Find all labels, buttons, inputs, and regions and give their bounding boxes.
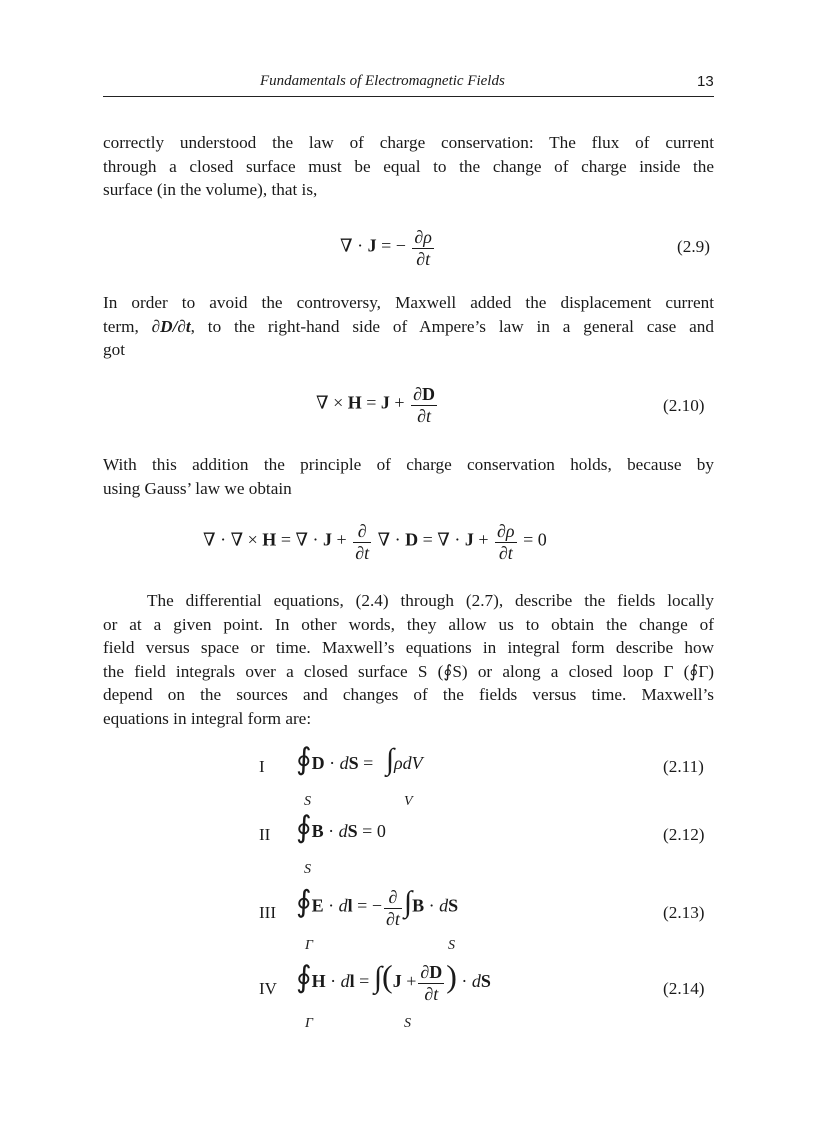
equation-charge-conservation [203,520,547,563]
equation-number: (2.14) [663,979,705,998]
inline-math: ∂D/∂t [151,316,191,336]
fraction-numerator: ∂ [357,521,367,541]
equation-number: (2.10) [663,396,705,415]
equation-part: ∇ · ∇ × H = ∇ · J + [203,529,347,550]
paragraph-line: got [103,340,125,359]
paragraph-3 [103,453,714,500]
contour-integral-sign: ∮ [296,885,312,919]
fraction-denominator: ∂t [418,983,444,1004]
integral-subscript: S [304,862,311,877]
integral-subscript: V [404,794,413,809]
left-paren: ( [382,958,393,994]
paragraph-1 [103,131,714,202]
fraction-numerator: ∂ [388,887,398,907]
equation-label: III [259,903,276,922]
fraction-denominator: ∂t [385,909,400,929]
equation-lhs: ∇ × H = J + [316,392,405,413]
integral-sign: ∫ [403,885,413,919]
paragraph-line: or at a given point. In other words, they allow us to obtain the change of [103,614,714,634]
equation-2-14: ∮H · dl = ∫(J + $\frac{\partial D}{\partial t}$ ) · dS [296,958,491,1005]
paragraph-line: equations in integral form are: [103,708,312,728]
equation-part: ∇ · D = ∇ · J + [377,529,489,550]
equation-2-12: ∮B · dS = 0 [296,811,386,844]
fraction-numerator: ∂D [413,384,435,404]
paragraph-line: using Gauss’ law we obtain [103,478,292,498]
paragraph-line: surface (in the volume), that is, [103,180,318,199]
paragraph-line: depend on the sources and changes of the fields versus time. Maxwell’s [103,685,714,704]
equation-lhs: ∇ · J = − [340,235,406,256]
fraction [411,383,437,426]
right-paren: ) [446,958,457,994]
equation-2-10 [316,383,439,426]
fraction-numerator: ∂ρ [414,227,432,247]
paragraph-line: In order to avoid the controversy, Maxwell added the displacement current [103,293,714,312]
equation-2-11: ∮D · dS = ∫ρdV [296,743,423,776]
paragraph-line [103,315,714,339]
paragraph-line: With this addition the principle of charge conservation holds, because by [103,455,714,474]
equation-label: I [259,757,265,776]
fraction-numerator: ∂D [420,962,443,983]
equation-label: IV [259,979,277,998]
integral-subscript: S [448,938,455,953]
equation-number: (2.9) [677,237,710,256]
header-rule [103,96,714,97]
page-number: 13 [697,73,714,90]
equation-part: = 0 [523,529,547,550]
integral-sign: ∫ [373,961,383,994]
fraction-denominator: ∂t [412,248,434,269]
paragraph-line: The differential equations, (2.4) through (2.7), describe the fields locally [147,591,714,610]
equation-number: (2.11) [663,757,704,776]
equation-2-13: ∮E · dl = − $\frac{\partial}{\partial t}$ ∫B · dS [296,885,459,929]
fraction-numerator: ∂ρ [497,521,515,541]
integral-sign: ∫ [385,743,395,776]
fraction [384,886,402,929]
integral-subscript: S [304,794,311,809]
paragraph-line: the field integrals over a closed surface S (∮S) or along a closed loop Γ (∮Γ) [103,661,714,681]
fraction-denominator: ∂t [355,543,370,563]
contour-integral-sign: ∮ [296,811,312,844]
paragraph-2 [103,291,714,362]
fraction [495,520,517,563]
paragraph-line: through a closed surface must be equal to the change of charge inside the [103,156,714,176]
equation-number: (2.13) [663,903,705,922]
fraction [418,961,444,1004]
paragraph-line: correctly understood the law of charge conservation: The flux of current [103,133,714,152]
fraction [412,226,434,269]
integral-subscript: S [404,1016,411,1031]
text-run: term, [103,316,152,336]
contour-integral-sign: ∮ [296,961,312,994]
equation-label: II [259,825,271,844]
contour-integral-sign: ∮ [296,743,312,776]
equation-2-9 [340,226,436,269]
paragraph-line: field versus space or time. Maxwell’s equations in integral form describe how [103,638,714,657]
running-header-title: Fundamentals of Electromagnetic Fields [260,73,505,89]
fraction-denominator: ∂t [411,405,437,426]
equation-number: (2.12) [663,825,705,844]
integral-subscript: Γ [305,1016,313,1031]
paragraph-4 [103,589,714,730]
integral-subscript: Γ [305,938,313,953]
fraction [353,520,371,563]
text-run: , to the right-hand side of Ampere’s law in a general case and [190,316,714,336]
fraction-denominator: ∂t [495,542,517,563]
